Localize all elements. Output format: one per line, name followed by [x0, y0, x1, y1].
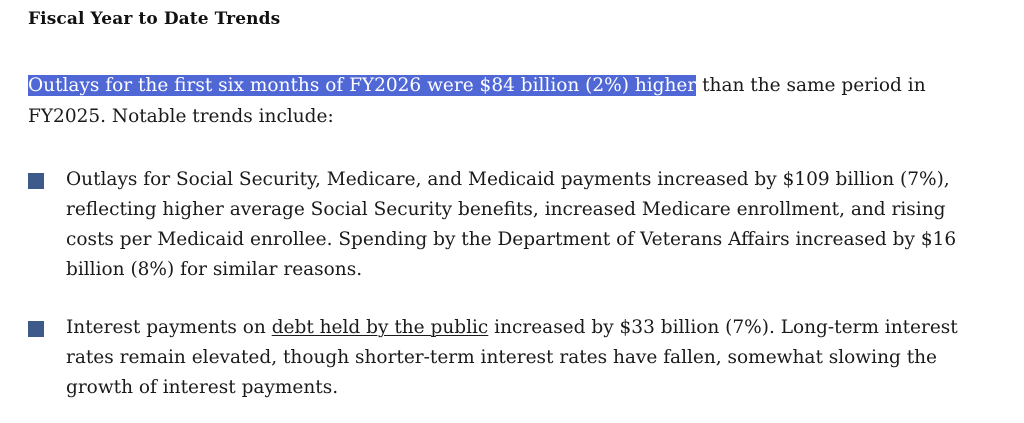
list-item: [28, 165, 996, 285]
square-bullet-icon: [28, 321, 44, 337]
list-item-text: [66, 313, 996, 403]
debt-held-by-public-link[interactable]: debt held by the public: [271, 317, 489, 338]
text-after-link: increased by $33 billion (7%). Long-term interest rates remain elevated, though shorter-term interest rates have fallen, somewhat slowing the growth of interest payments.: [66, 317, 958, 398]
intro-rest-text: than the same period in FY2025. Notable trends include:: [28, 75, 926, 127]
list-item: [28, 313, 996, 403]
text-before-link: Interest payments on: [66, 317, 272, 338]
selected-text[interactable]: Outlays for the first six months of FY2026 were $84 billion (2%) higher: [28, 75, 697, 96]
section-heading: Fiscal Year to Date Trends: [28, 9, 281, 29]
square-bullet-icon: [28, 173, 44, 189]
list-item-text: Outlays for Social Security, Medicare, and Medicaid payments increased by $109 billion (7%), reflecting higher average Social Security benefits, increased Medicare enrollment, and rising costs per Medicaid enrollee. Spending by the Department of Veterans Affairs increased by $16 billion (8%) for similar reasons.: [66, 169, 957, 280]
intro-paragraph: [28, 70, 998, 132]
